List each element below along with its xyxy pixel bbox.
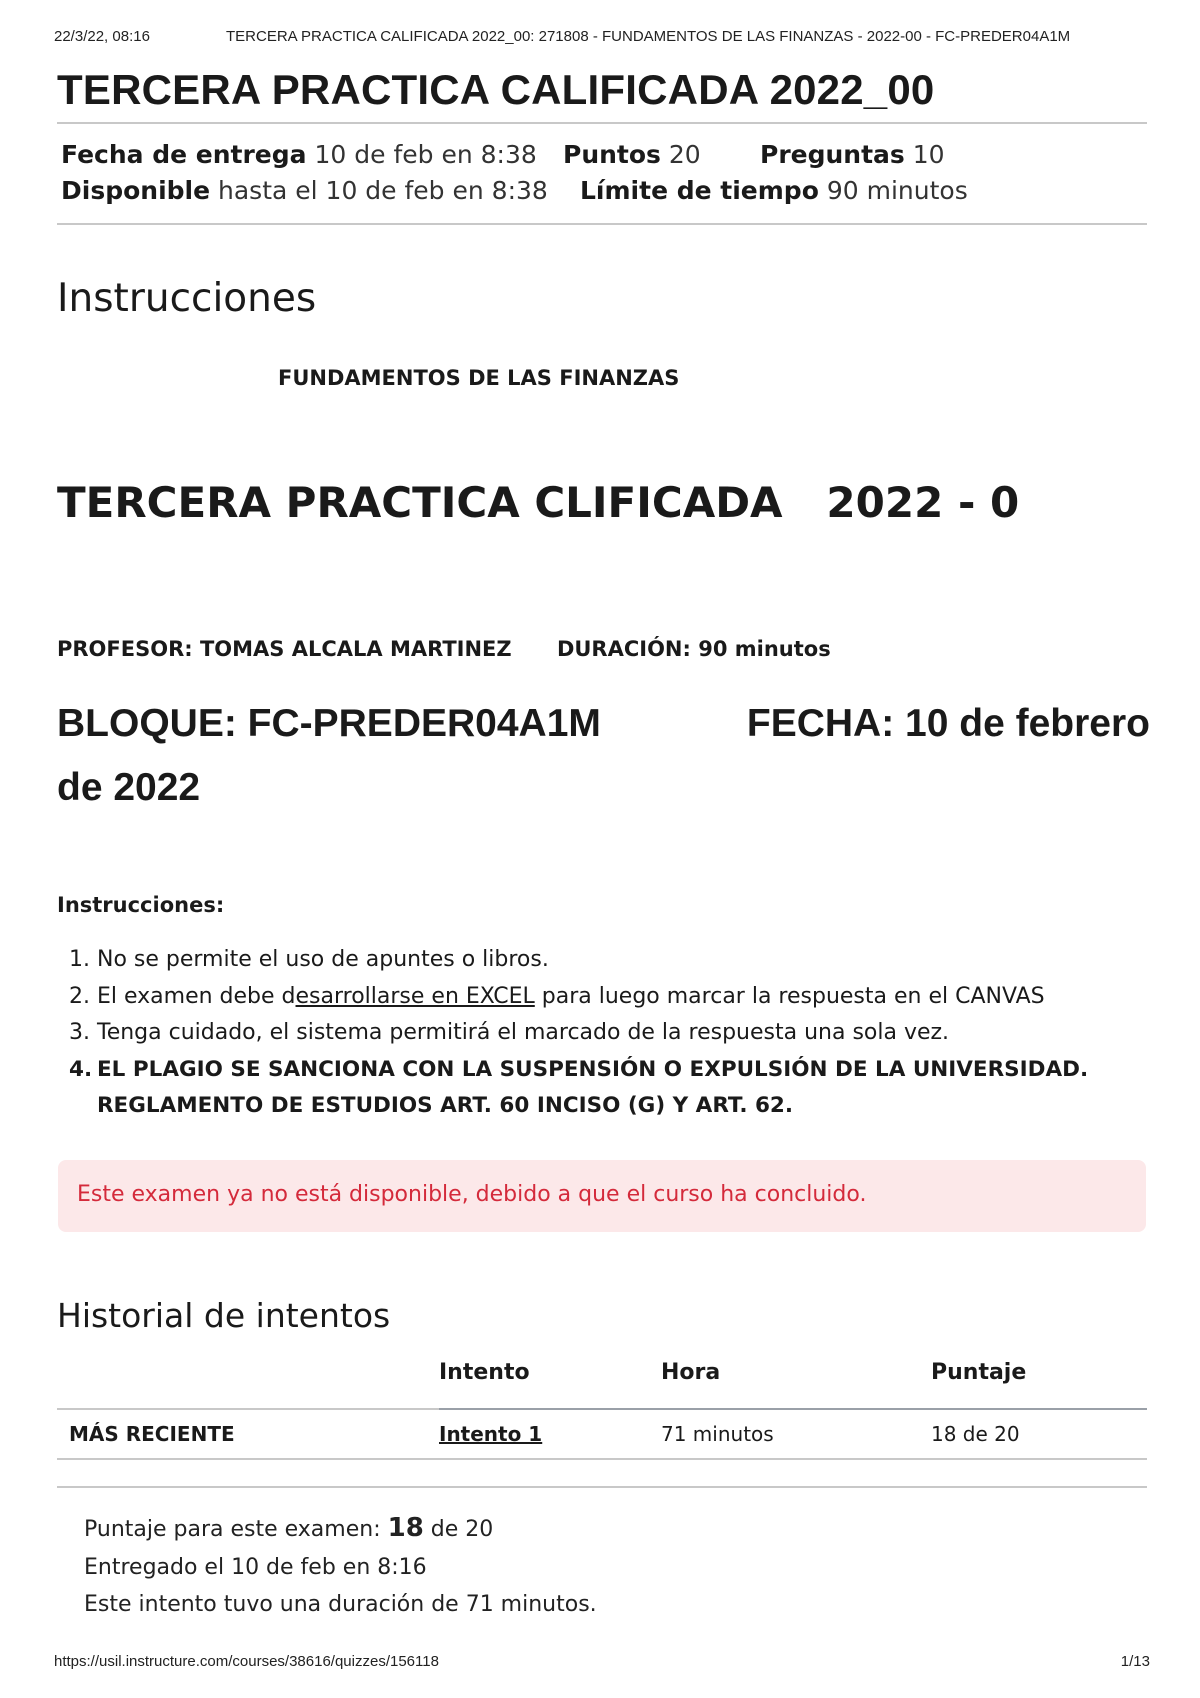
questions <box>760 140 945 169</box>
print-footer <box>54 1653 1150 1670</box>
list-item: 1. No se permite el uso de apuntes o libros. <box>69 947 549 972</box>
attempt-score: 18 de 20 <box>931 1422 1020 1446</box>
alert-message: Este examen ya no está disponible, debido a que el curso ha concluido. <box>77 1182 867 1207</box>
list-item: 3. Tenga cuidado, el sistema permitirá el marcado de la respuesta una sola vez. <box>69 1020 950 1045</box>
time-limit <box>580 176 968 205</box>
attempt-time: 71 minutos <box>661 1422 774 1446</box>
exam-date: FECHA: 10 de febrero de 2022 <box>57 702 1150 809</box>
duration: DURACIÓN: 90 minutos <box>556 637 831 661</box>
availability <box>61 176 548 205</box>
instructions-list <box>57 942 1157 1125</box>
course-name: FUNDAMENTOS DE LAS FINANZAS <box>278 366 680 390</box>
exam-title: TERCERA PRACTICA CLIFICADA 2022 - 0 <box>57 478 1020 527</box>
quiz-title: TERCERA PRACTICA CALIFICADA 2022_00 <box>57 66 935 113</box>
row-label: MÁS RECIENTE <box>69 1422 235 1446</box>
print-document-title: TERCERA PRACTICA CALIFICADA 2022_00: 271808 - FUNDAMENTOS DE LAS FINANZAS - 2022-00 - FC-PREDER04A1M <box>226 28 1071 45</box>
questions-value: 10 <box>912 140 945 169</box>
score-value: 18 <box>387 1513 424 1543</box>
list-item-warning: 4. EL PLAGIO SE SANCIONA CON LA SUSPENSIÓN O EXPULSIÓN DE LA UNIVERSIDAD. REGLAMENTO DE ESTUDIOS ART. 60 INCISO (G) Y ART. 62. <box>69 1056 1089 1118</box>
attempt-summary <box>84 1510 597 1624</box>
attempt-duration: Este intento tuvo una duración de 71 minutos. <box>84 1592 597 1617</box>
due-date-label: Fecha de entrega <box>61 140 307 169</box>
due-date <box>61 140 537 169</box>
time-limit-value: 90 minutos <box>826 176 968 205</box>
divider <box>57 122 1147 124</box>
print-date: 22/3/22, 08:16 <box>54 28 150 45</box>
page-url: https://usil.instructure.com/courses/38616/quizzes/156118 <box>54 1653 439 1670</box>
divider <box>57 223 1147 225</box>
header-divider-dark <box>439 1408 1147 1410</box>
column-header-attempt: Intento <box>439 1360 530 1385</box>
instructions-label: Instrucciones: <box>57 893 225 917</box>
column-header-time: Hora <box>661 1360 721 1385</box>
availability-value: hasta el 10 de feb en 8:38 <box>218 176 548 205</box>
attempt-link[interactable]: Intento 1 <box>439 1422 543 1446</box>
points <box>563 140 701 169</box>
row-divider <box>57 1458 1147 1460</box>
list-item: 2. El examen debe desarrollarse en EXCEL para luego marcar la respuesta en el CANVAS <box>69 983 1045 1009</box>
professor-line <box>57 637 831 661</box>
block: BLOQUE: FC-PREDER04A1M <box>57 702 601 745</box>
availability-label: Disponible <box>61 176 211 205</box>
submitted-date: Entregado el 10 de feb en 8:16 <box>84 1554 427 1580</box>
divider <box>57 1486 1147 1488</box>
points-value: 20 <box>668 140 701 169</box>
underlined-text: esarrollarse en EXCEL <box>295 983 535 1009</box>
points-label: Puntos <box>563 140 661 169</box>
column-header-score: Puntaje <box>931 1360 1027 1385</box>
professor: PROFESOR: TOMAS ALCALA MARTINEZ <box>57 637 512 661</box>
instructions-heading: Instrucciones <box>57 276 317 321</box>
unavailable-alert <box>58 1160 1146 1232</box>
attempt-history-heading: Historial de intentos <box>57 1296 391 1335</box>
block-and-date <box>57 692 1157 820</box>
due-date-value: 10 de feb en 8:38 <box>314 140 537 169</box>
time-limit-label: Límite de tiempo <box>580 176 819 205</box>
questions-label: Preguntas <box>760 140 905 169</box>
page-number: 1/13 <box>1120 1653 1150 1670</box>
exam-score: Puntaje para este examen: 18 de 20 <box>84 1513 494 1543</box>
